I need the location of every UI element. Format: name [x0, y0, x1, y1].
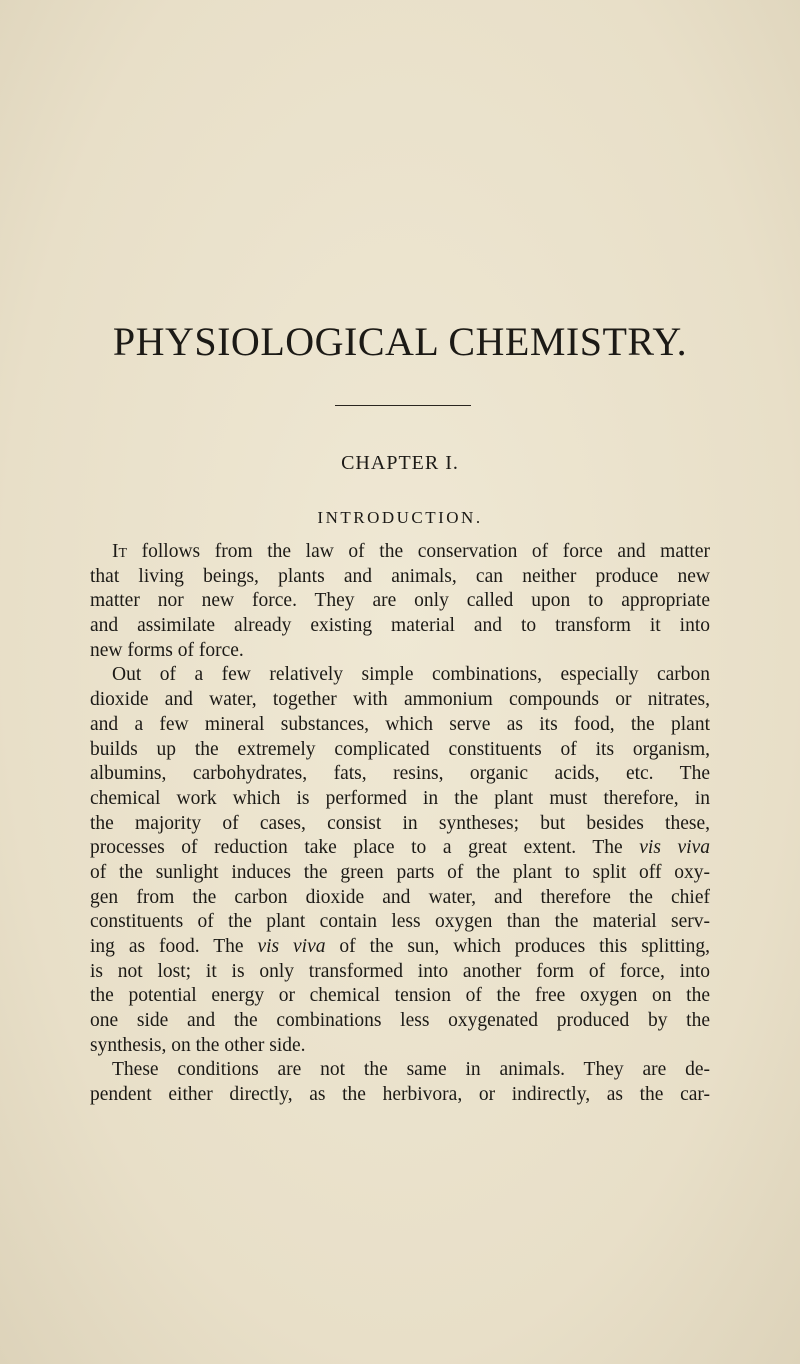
text-line: that living beings, plants and animals, can neither produce new — [90, 565, 710, 587]
section-heading: INTRODUCTION. — [317, 508, 483, 527]
text-line: chemical work which is performed in the plant must therefore, in — [90, 787, 710, 809]
text-line: the majority of cases, consist in syntheses; but besides these, — [90, 812, 710, 834]
text-line: and a few mineral substances, which serve as its food, the plant — [90, 713, 710, 735]
text-line: These conditions are not the same in animals. They are de- — [112, 1059, 710, 1081]
text-line: constituents of the plant contain less oxygen than the material serv- — [90, 911, 710, 933]
body-text — [90, 540, 710, 1108]
text-line: albumins, carbohydrates, fats, resins, organic acids, etc. The — [90, 763, 710, 785]
text-line: dioxide and water, together with ammonium compounds or nitrates, — [90, 689, 710, 711]
title-divider — [335, 405, 471, 406]
chapter-heading: CHAPTER I. — [341, 452, 459, 474]
text-line: gen from the carbon dioxide and water, and therefore the chief — [90, 886, 710, 908]
text-line: the potential energy or chemical tension of the free oxygen on the — [90, 985, 710, 1007]
text-line: Out of a few relatively simple combinations, especially carbon — [112, 664, 710, 686]
text-line: is not lost; it is only transformed into another form of force, into — [90, 960, 710, 982]
text-line: pendent either directly, as the herbivora, or indirectly, as the car- — [90, 1084, 710, 1106]
text-line: and assimilate already existing material and to transform it into — [90, 615, 710, 637]
text-line: processes of reduction take place to a great extent. The vis viva — [90, 837, 710, 859]
text-line: It follows from the law of the conservation of force and matter — [112, 541, 710, 562]
text-line: synthesis, on the other side. — [90, 1034, 306, 1056]
text-line: one side and the combinations less oxygenated produced by the — [90, 1010, 710, 1032]
text-line: matter nor new force. They are only called upon to appropriate — [90, 590, 710, 612]
text-line: ing as food. The vis viva of the sun, which produces this splitting, — [90, 936, 710, 957]
book-title: PHYSIOLOGICAL CHEMISTRY. — [112, 319, 688, 364]
text-line: new forms of force. — [90, 639, 244, 661]
text-line: builds up the extremely complicated constituents of its organism, — [90, 738, 710, 760]
text-line: of the sunlight induces the green parts of the plant to split off oxy- — [90, 861, 710, 883]
